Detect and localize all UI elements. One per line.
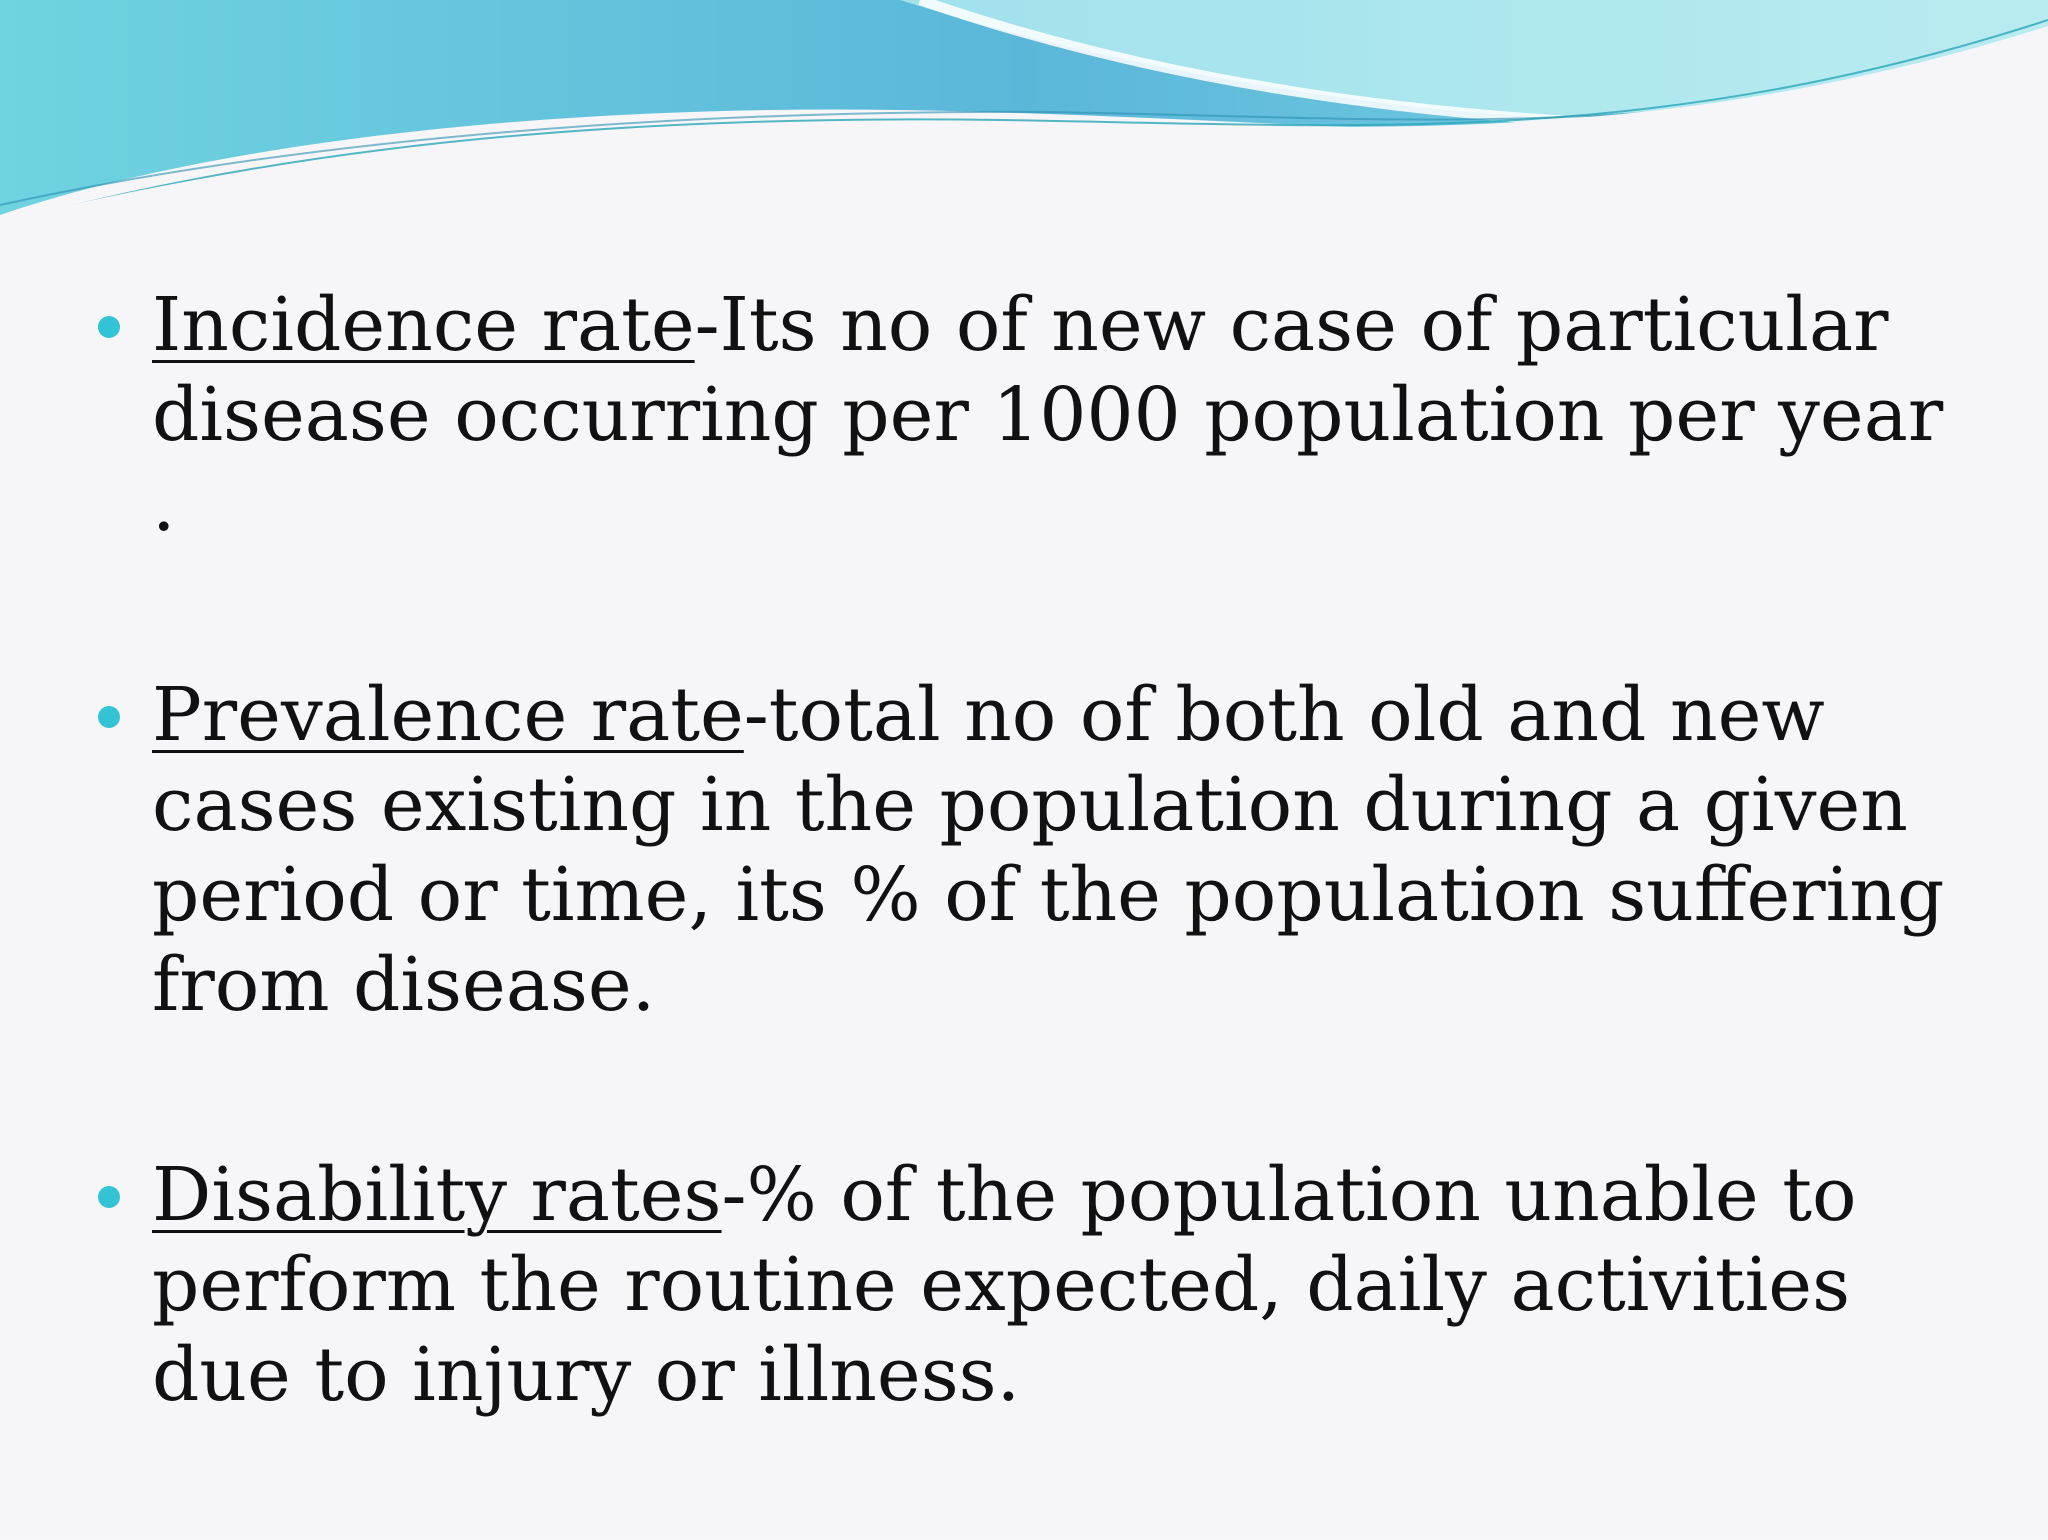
definition-incidence-rate: -Its no of new case of particular disease occurring per 1000 population per year . bbox=[152, 282, 1944, 548]
bullet-incidence-rate bbox=[96, 280, 1976, 550]
bullet-list bbox=[96, 280, 1976, 1540]
term-disability-rates: Disability rates bbox=[152, 1152, 722, 1238]
bullet-prevalence-rate bbox=[96, 670, 1976, 1030]
bullet-disability-rates bbox=[96, 1150, 1976, 1420]
term-incidence-rate: Incidence rate bbox=[152, 282, 695, 368]
bullet-dot-icon bbox=[98, 1186, 120, 1208]
definition-disability-rates: -% of the population unable to perform the routine expected, daily activities due to injury or illness. bbox=[152, 1152, 1857, 1418]
bullet-dot-icon bbox=[98, 316, 120, 338]
bullet-dot-icon bbox=[98, 706, 120, 728]
definition-prevalence-rate: -total no of both old and new cases existing in the population during a given period or time, its % of the population suffering from disease. bbox=[152, 672, 1945, 1028]
header-wave-decoration bbox=[0, 0, 2048, 240]
term-prevalence-rate: Prevalence rate bbox=[152, 672, 744, 758]
